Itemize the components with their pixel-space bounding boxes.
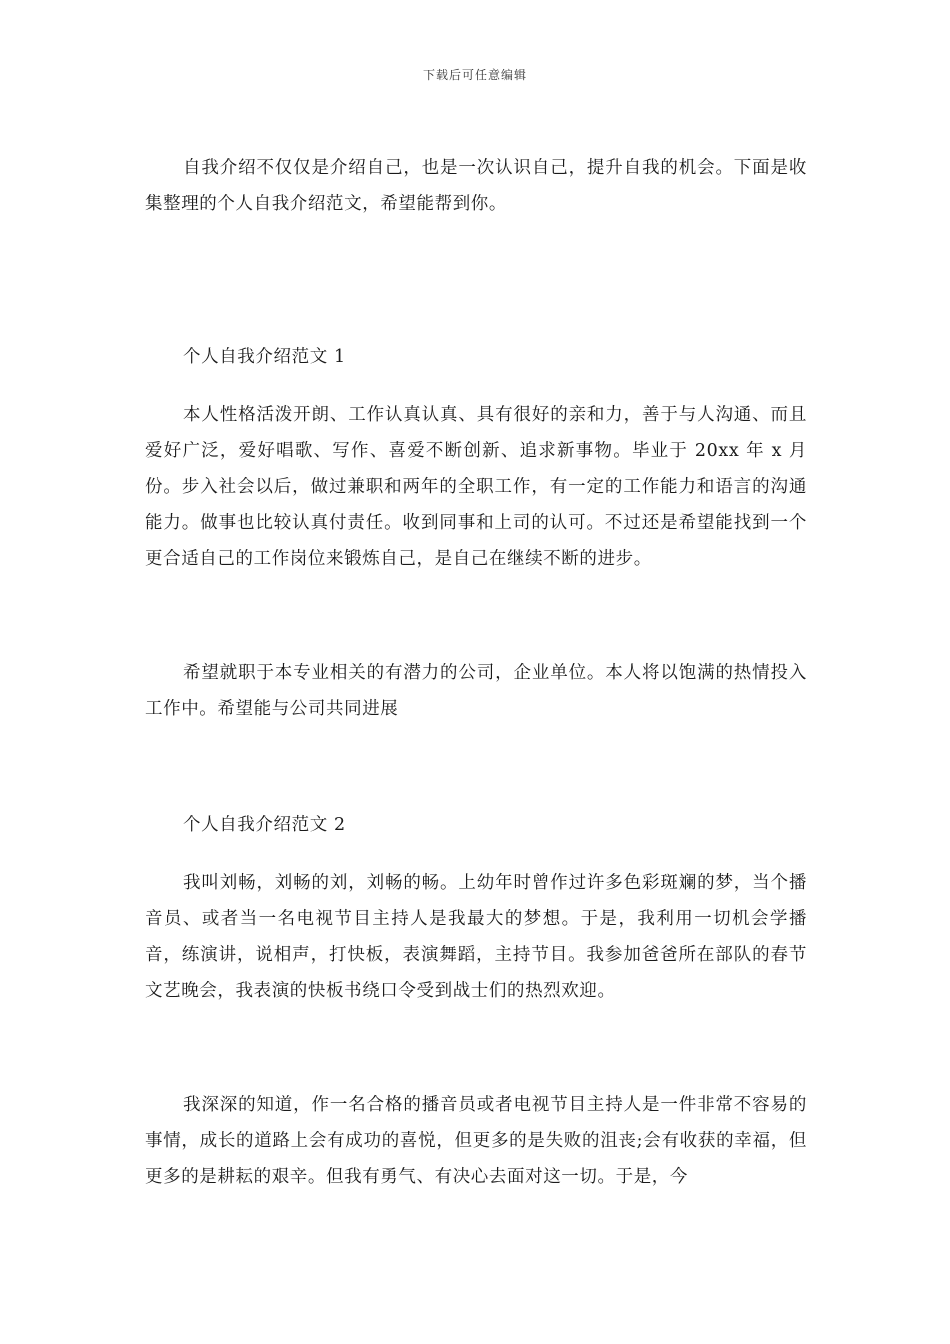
section1-paragraph-2: 希望就职于本专业相关的有潜力的公司，企业单位。本人将以饱满的热情投入工作中。希望能与公司共同进展	[145, 663, 807, 719]
section2-paragraph-2: 我深深的知道，作一名合格的播音员或者电视节目主持人是一件非常不容易的事情，成长的道路上会有成功的喜悦，但更多的是失败的沮丧;会有收获的幸福，但更多的是耕耘的艰辛。但我有勇气、有决心去面对这一切。于是，今	[145, 1095, 807, 1187]
section1-title: 个人自我介绍范文 1	[183, 347, 346, 367]
intro-paragraph: 自我介绍不仅仅是介绍自己，也是一次认识自己，提升自我的机会。下面是收集整理的个人自我介绍范文，希望能帮到你。	[145, 158, 807, 214]
section2-title: 个人自我介绍范文 2	[183, 815, 346, 835]
section2-paragraph-1: 我叫刘畅，刘畅的刘，刘畅的畅。上幼年时曾作过许多色彩斑斓的梦，当个播音员、或者当一名电视节目主持人是我最大的梦想。于是，我利用一切机会学播音，练演讲，说相声，打快板，表演舞蹈，主持节目。我参加爸爸所在部队的春节文艺晚会，我表演的快板书绕口令受到战士们的热烈欢迎。	[145, 873, 807, 1001]
header-note: 下载后可任意编辑	[422, 68, 527, 82]
section1-paragraph-1: 本人性格活泼开朗、工作认真认真、具有很好的亲和力，善于与人沟通、而且爱好广泛，爱好唱歌、写作、喜爱不断创新、追求新事物。毕业于 20xx 年 x 月份。步入社会以后，做过兼职和两年的全职工作，有一定的工作能力和语言的沟通能力。做事也比较认真付责任。收到同事和上司的认可。不过还是希望能找到一个更合适自己的工作岗位来锻炼自己，是自己在继续不断的进步。	[145, 405, 807, 569]
document-body	[145, 150, 807, 1195]
